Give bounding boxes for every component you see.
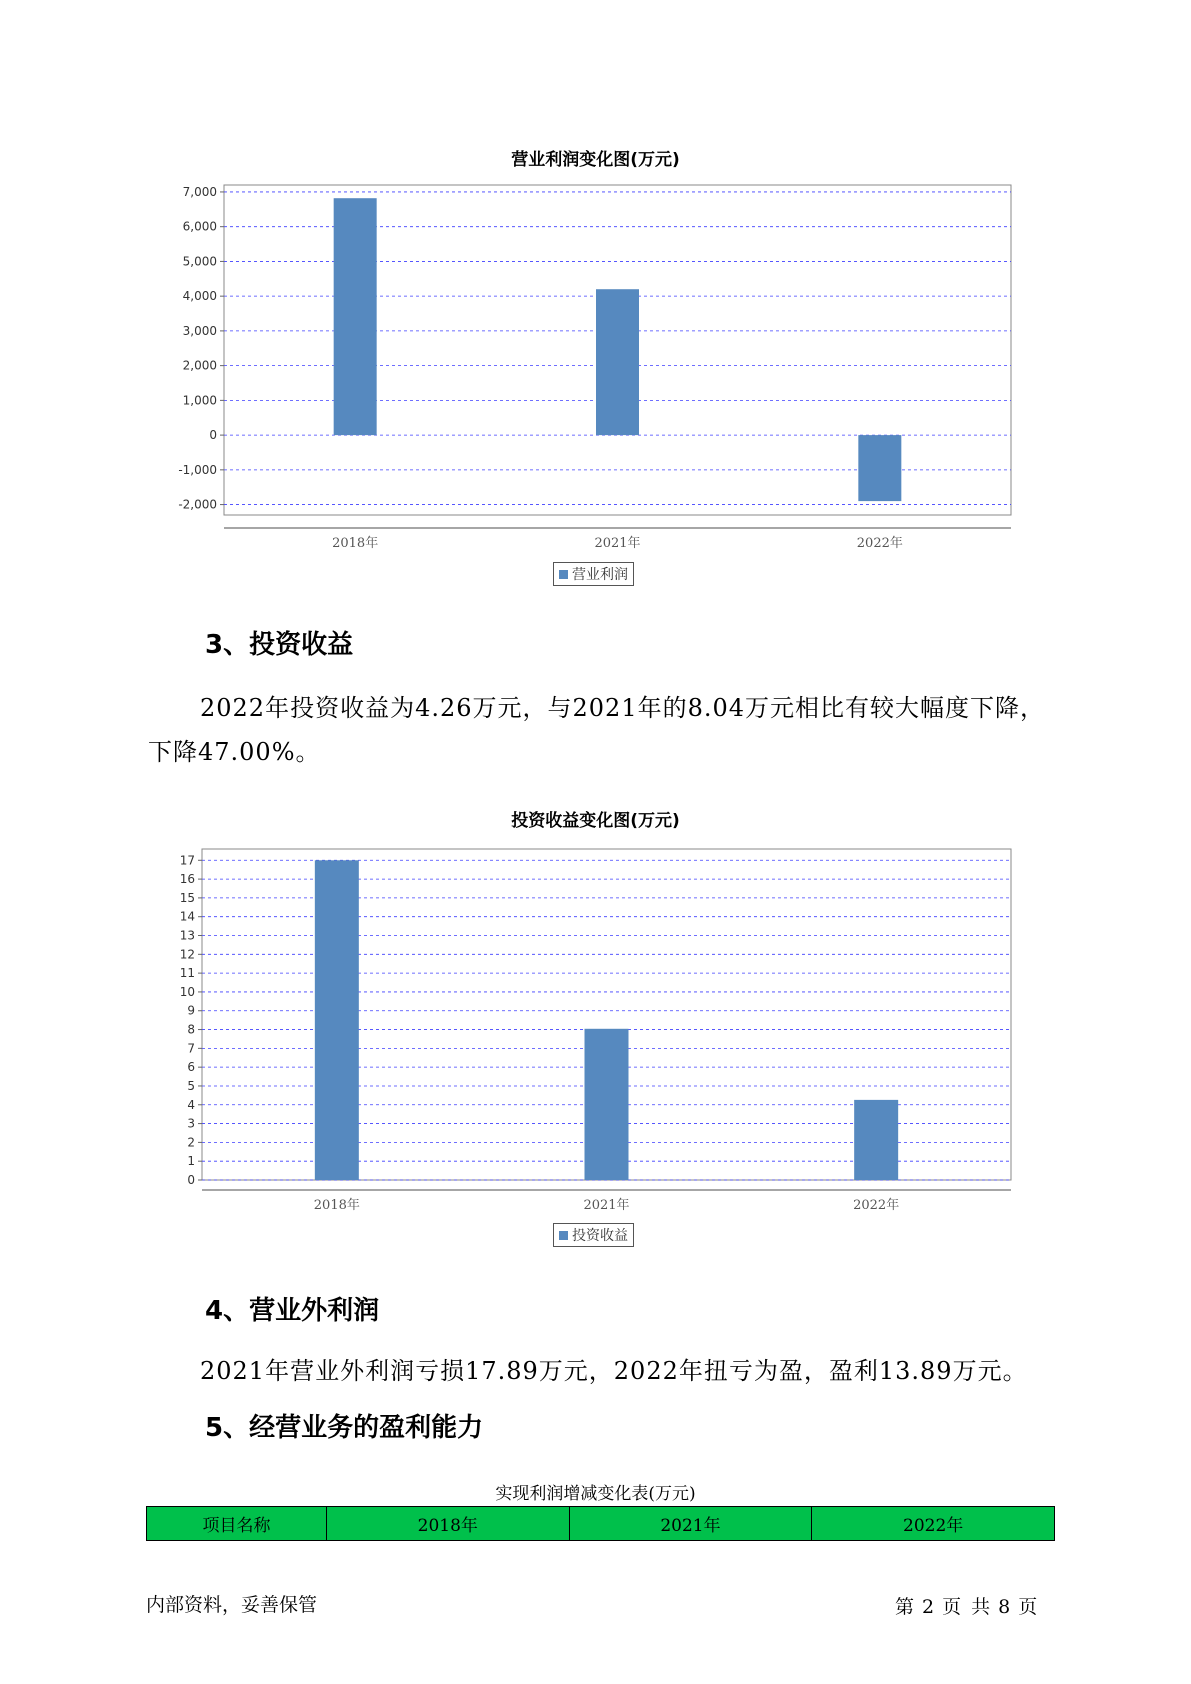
y-tick-label: 1,000 xyxy=(182,393,217,408)
y-tick-label: 4 xyxy=(187,1097,195,1112)
y-tick-label: 8 xyxy=(187,1022,195,1037)
page-suffix: 页 xyxy=(1018,1596,1040,1618)
section-4-heading: 4、营业外利润 xyxy=(205,1296,380,1326)
page-mid: 页 共 xyxy=(942,1596,993,1618)
investment-income-chart xyxy=(0,845,1191,1215)
chart1-title: 营业利润变化图(万元) xyxy=(511,150,680,170)
table-header-cell: 项目名称 xyxy=(147,1507,327,1541)
y-tick-label: 14 xyxy=(179,909,195,924)
footer-confidential-note: 内部资料，妥善保管 xyxy=(146,1594,318,1616)
table-header-cell: 2021年 xyxy=(569,1507,812,1541)
y-tick-label: 4,000 xyxy=(182,289,217,304)
x-tick-label: 2022年 xyxy=(853,1198,900,1213)
y-tick-label: 3 xyxy=(187,1116,195,1131)
y-tick-label: 17 xyxy=(179,853,195,868)
x-tick-label: 2021年 xyxy=(594,536,641,550)
table-header-cell: 2022年 xyxy=(812,1507,1055,1541)
y-tick-label: 15 xyxy=(179,890,195,905)
x-tick-label: 2018年 xyxy=(313,1198,360,1213)
chart2-legend xyxy=(553,1223,634,1247)
page-current: 2 xyxy=(922,1596,937,1618)
y-tick-label: 6 xyxy=(187,1060,195,1075)
y-tick-label: 10 xyxy=(179,984,195,999)
bar xyxy=(858,435,901,501)
x-tick-label: 2022年 xyxy=(856,536,903,550)
y-tick-label: 2 xyxy=(187,1135,195,1150)
y-tick-label: 11 xyxy=(179,966,195,981)
y-tick-label: 0 xyxy=(209,428,217,443)
chart2-title: 投资收益变化图(万元) xyxy=(511,811,680,831)
y-tick-label: 0 xyxy=(187,1173,195,1187)
y-tick-label: 2,000 xyxy=(182,358,217,373)
chart1-legend-label: 营业利润 xyxy=(572,567,628,583)
table-caption: 实现利润增减变化表(万元) xyxy=(495,1484,696,1504)
chart1-legend xyxy=(553,562,634,586)
operating-profit-chart xyxy=(0,180,1191,550)
y-tick-label: 16 xyxy=(179,872,195,887)
section-3-paragraph: 2022年投资收益为4.26万元，与2021年的8.04万元相比有较大幅度下降，下降47.00%。 xyxy=(148,694,1046,766)
footer-page-number xyxy=(895,1592,1045,1619)
y-tick-label: 3,000 xyxy=(182,323,217,338)
table-header-cell: 2018年 xyxy=(326,1507,569,1541)
chart2-legend-label: 投资收益 xyxy=(572,1228,628,1244)
bar xyxy=(334,198,377,435)
section-3-heading: 3、投资收益 xyxy=(205,630,354,660)
bar xyxy=(585,1029,629,1180)
profit-change-table xyxy=(146,1506,1055,1541)
y-tick-label: -1,000 xyxy=(178,462,217,477)
page-prefix: 第 xyxy=(895,1596,917,1618)
page-total: 8 xyxy=(998,1596,1013,1618)
x-tick-label: 2021年 xyxy=(583,1198,630,1213)
bar xyxy=(596,289,639,435)
table-header-row xyxy=(147,1507,1055,1541)
x-tick-label: 2018年 xyxy=(332,536,379,550)
y-tick-label: 7 xyxy=(187,1041,195,1056)
y-tick-label: 5 xyxy=(187,1078,195,1093)
y-tick-label: 1 xyxy=(187,1154,195,1169)
y-tick-label: 6,000 xyxy=(182,219,217,234)
section-5-heading: 5、经营业务的盈利能力 xyxy=(205,1413,484,1443)
y-tick-label: 12 xyxy=(179,947,195,962)
y-tick-label: 13 xyxy=(179,928,195,943)
y-tick-label: 5,000 xyxy=(182,254,217,269)
section-4-paragraph: 2021年营业外利润亏损17.89万元，2022年扭亏为盈，盈利13.89万元。 xyxy=(200,1357,1028,1385)
y-tick-label: -2,000 xyxy=(178,497,217,512)
legend-swatch xyxy=(559,570,568,579)
bar xyxy=(854,1100,898,1180)
bar xyxy=(315,860,359,1180)
legend-swatch xyxy=(559,1231,568,1240)
y-tick-label: 9 xyxy=(187,1003,195,1018)
y-tick-label: 7,000 xyxy=(182,184,217,199)
